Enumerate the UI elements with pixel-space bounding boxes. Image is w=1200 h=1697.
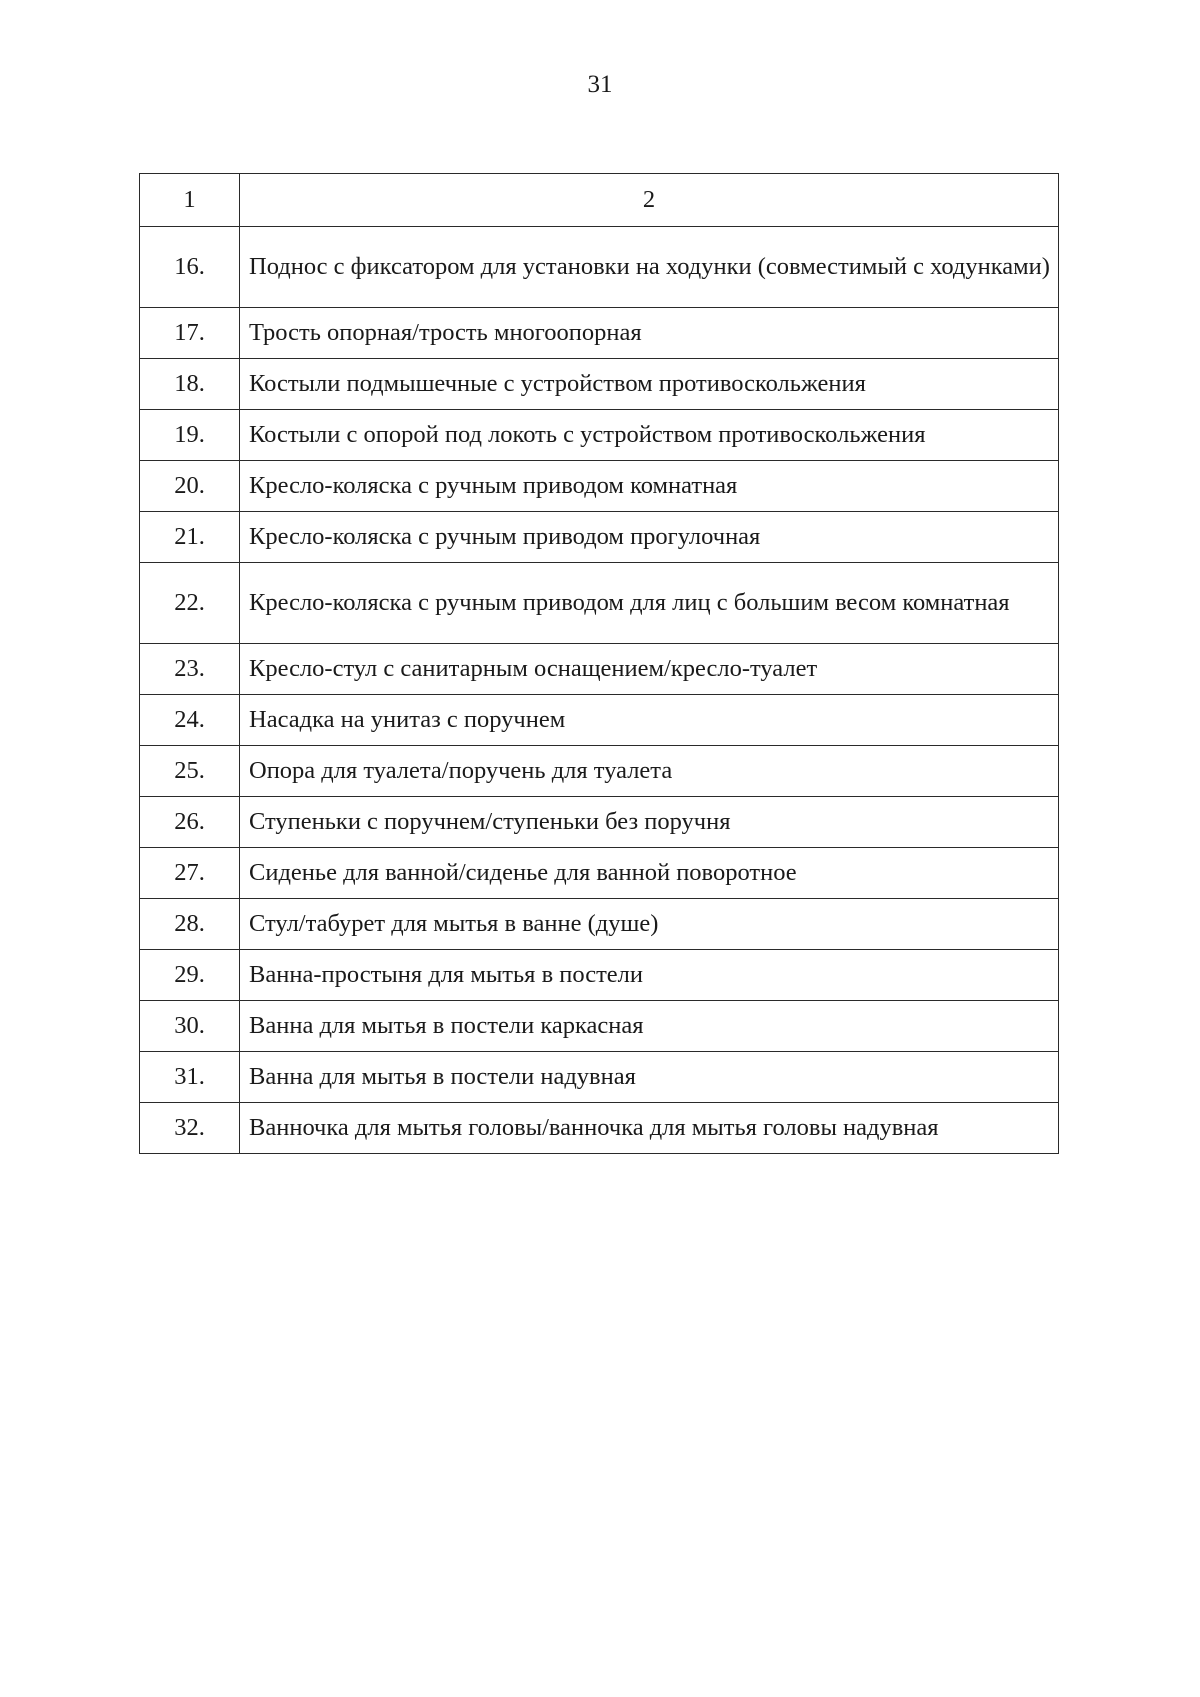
row-text: Стул/табурет для мытья в ванне (душе) [240, 899, 1059, 950]
equipment-list-table [139, 173, 1059, 1154]
table-row [140, 461, 1059, 512]
row-number: 26. [140, 797, 240, 848]
table-row [140, 899, 1059, 950]
table-row [140, 797, 1059, 848]
row-number: 17. [140, 308, 240, 359]
row-number: 25. [140, 746, 240, 797]
table-row [140, 644, 1059, 695]
row-text: Ванна для мытья в постели каркасная [240, 1001, 1059, 1052]
row-text: Сиденье для ванной/сиденье для ванной поворотное [240, 848, 1059, 899]
row-text: Кресло-стул с санитарным оснащением/кресло-туалет [240, 644, 1059, 695]
row-text: Кресло-коляска с ручным приводом комнатная [240, 461, 1059, 512]
table-row [140, 848, 1059, 899]
page-number: 31 [587, 71, 613, 98]
row-number: 32. [140, 1103, 240, 1154]
table-row [140, 950, 1059, 1001]
row-text: Кресло-коляска с ручным приводом прогулочная [240, 512, 1059, 563]
table-row [140, 512, 1059, 563]
table-row [140, 1052, 1059, 1103]
column-header-name: 2 [240, 174, 1059, 227]
row-text: Кресло-коляска с ручным приводом для лиц с большим весом комнатная [240, 563, 1059, 644]
table-row [140, 746, 1059, 797]
row-number: 24. [140, 695, 240, 746]
row-text: Ванна для мытья в постели надувная [240, 1052, 1059, 1103]
table-row [140, 359, 1059, 410]
row-number: 21. [140, 512, 240, 563]
row-number: 19. [140, 410, 240, 461]
table-row [140, 1001, 1059, 1052]
row-number: 20. [140, 461, 240, 512]
row-number: 23. [140, 644, 240, 695]
table-row [140, 695, 1059, 746]
row-number: 30. [140, 1001, 240, 1052]
table-row [140, 227, 1059, 308]
table-row [140, 1103, 1059, 1154]
table-row [140, 563, 1059, 644]
table-header-row [140, 174, 1059, 227]
table-row [140, 308, 1059, 359]
row-text: Костыли подмышечные с устройством противоскольжения [240, 359, 1059, 410]
table-row [140, 410, 1059, 461]
row-text: Костыли с опорой под локоть с устройством противоскольжения [240, 410, 1059, 461]
row-number: 22. [140, 563, 240, 644]
row-number: 28. [140, 899, 240, 950]
column-header-number: 1 [140, 174, 240, 227]
row-text: Ступеньки с поручнем/ступеньки без поручня [240, 797, 1059, 848]
row-text: Насадка на унитаз с поручнем [240, 695, 1059, 746]
row-text: Трость опорная/трость многоопорная [240, 308, 1059, 359]
row-number: 29. [140, 950, 240, 1001]
row-number: 18. [140, 359, 240, 410]
row-text: Опора для туалета/поручень для туалета [240, 746, 1059, 797]
row-text: Ванна-простыня для мытья в постели [240, 950, 1059, 1001]
row-text: Поднос с фиксатором для установки на ходунки (совместимый с ходунками) [240, 227, 1059, 308]
row-text: Ванночка для мытья головы/ванночка для мытья головы надувная [240, 1103, 1059, 1154]
row-number: 27. [140, 848, 240, 899]
row-number: 31. [140, 1052, 240, 1103]
row-number: 16. [140, 227, 240, 308]
